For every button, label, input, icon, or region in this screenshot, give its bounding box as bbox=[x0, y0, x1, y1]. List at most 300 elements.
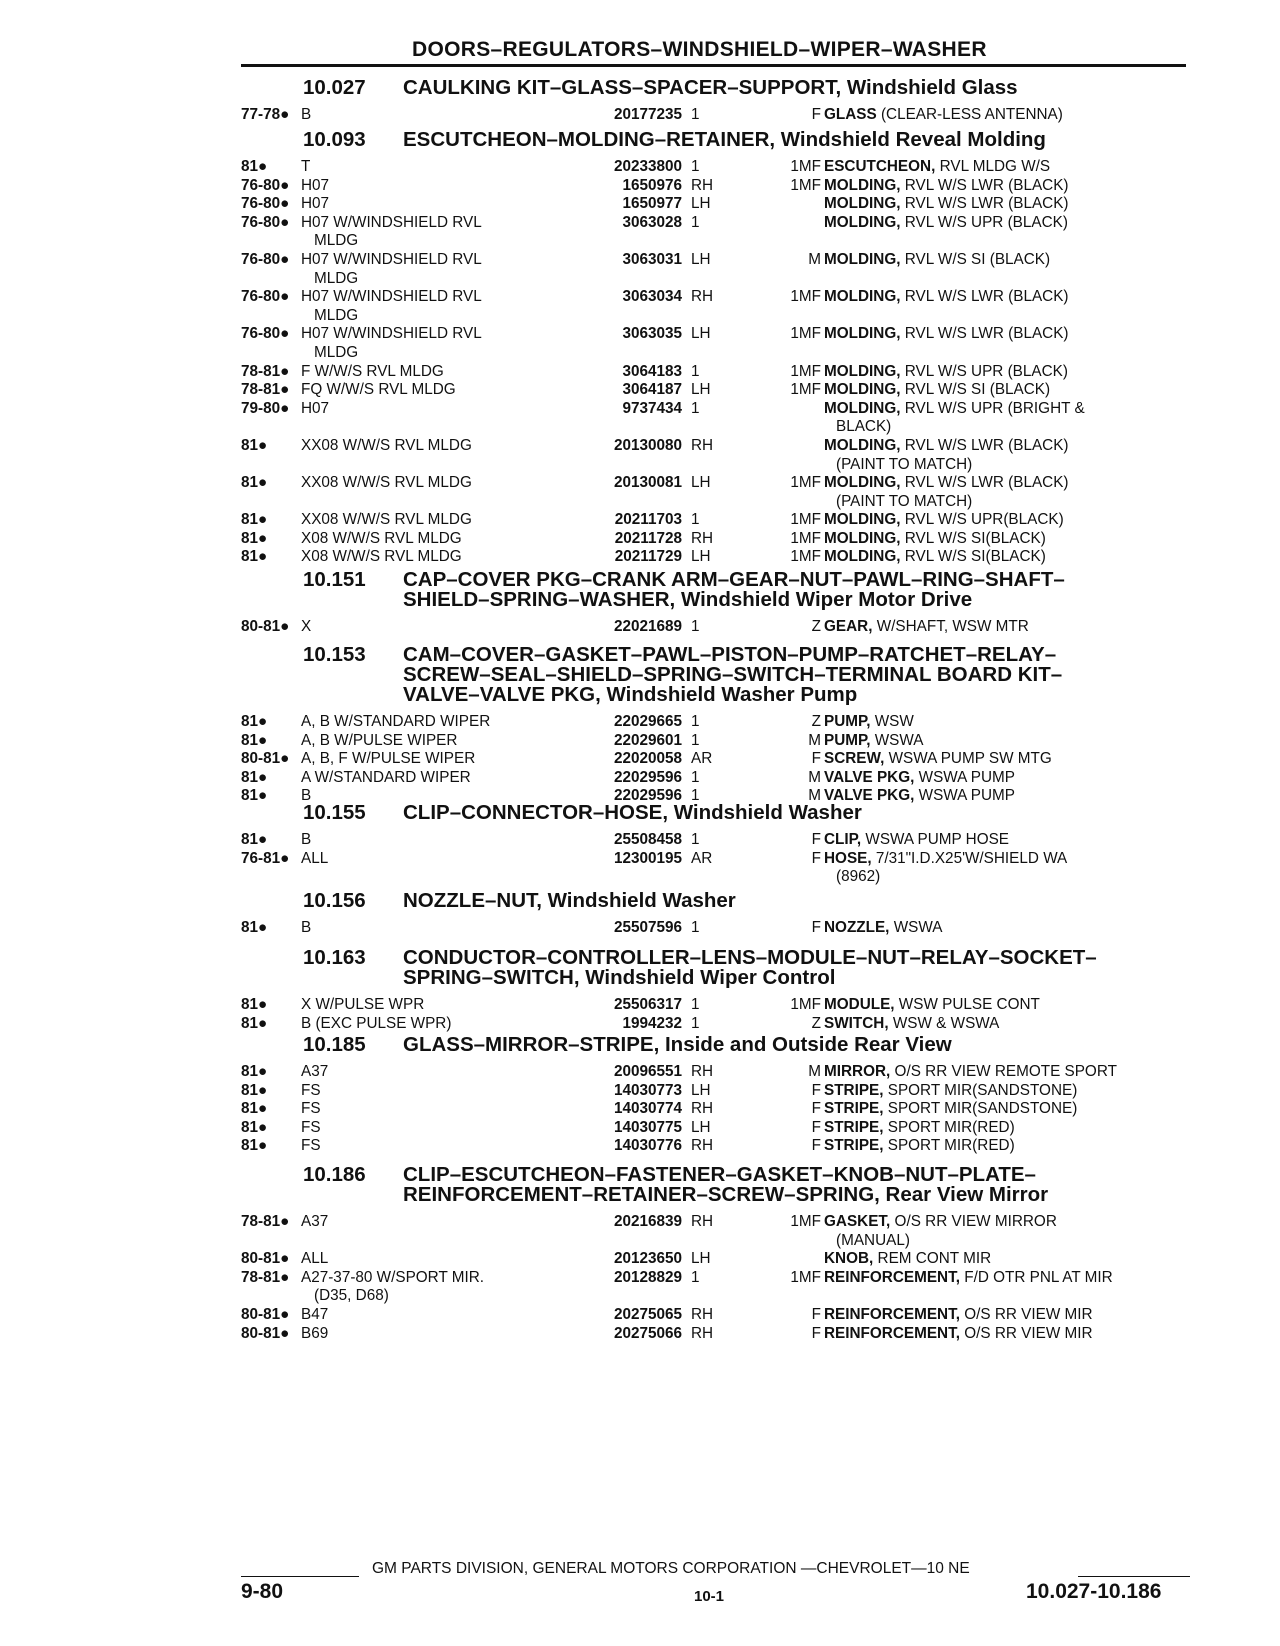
part-row bbox=[241, 548, 1191, 567]
part-row bbox=[241, 1325, 1191, 1344]
part-row bbox=[241, 325, 1191, 362]
quantity: LH bbox=[691, 548, 711, 566]
model-text: B bbox=[301, 919, 312, 936]
quantity: 1 bbox=[691, 768, 700, 786]
catalog-code: 1MF bbox=[790, 474, 821, 492]
model-year: 76-81● bbox=[241, 849, 290, 867]
part-row bbox=[241, 363, 1191, 382]
model-year: 76-80● bbox=[241, 250, 290, 268]
quantity: RH bbox=[691, 529, 714, 547]
quantity: 1 bbox=[691, 713, 700, 730]
part-name: MOLDING, bbox=[824, 548, 901, 566]
part-name: CLIP, bbox=[824, 831, 862, 848]
part-name: REINFORCEMENT, bbox=[824, 1324, 960, 1342]
parts-section bbox=[241, 1035, 1191, 1156]
part-detail-line2: (PAINT TO MATCH) bbox=[836, 455, 973, 473]
model-year: 78-81● bbox=[241, 381, 290, 399]
part-detail: O/S RR VIEW MIRROR bbox=[894, 1213, 1057, 1230]
part-name: MOLDING, bbox=[824, 436, 901, 454]
part-detail: RVL W/S LWR (BLACK) bbox=[904, 195, 1069, 213]
model-applicability bbox=[301, 732, 811, 751]
part-detail: RVL MLDG W/S bbox=[939, 158, 1051, 175]
quantity: 1 bbox=[691, 399, 700, 417]
part-number: 25506317 bbox=[613, 996, 682, 1013]
catalog-code: F bbox=[811, 750, 821, 768]
part-description bbox=[824, 732, 1196, 751]
section-title: CONDUCTOR–CONTROLLER–LENS–MODULE–NUT–RELAY–SOCKET– SPRING–SWITCH, Windshield Wiper Control bbox=[403, 946, 1097, 989]
part-row bbox=[241, 474, 1191, 511]
part-number: 20123650 bbox=[613, 1250, 682, 1268]
part-description bbox=[824, 1137, 1196, 1156]
part-row bbox=[241, 1063, 1191, 1082]
model-year: 81● bbox=[241, 548, 268, 566]
part-name: PUMP, bbox=[824, 713, 871, 730]
part-number: 12300195 bbox=[613, 849, 682, 867]
parts-section bbox=[241, 78, 1191, 125]
quantity: RH bbox=[691, 1063, 714, 1080]
model-text: A, B W/PULSE WIPER bbox=[301, 731, 458, 749]
part-number: 22029665 bbox=[613, 713, 682, 730]
section-number: 10.186 bbox=[303, 1163, 366, 1186]
section-number: 10.153 bbox=[303, 643, 366, 666]
part-name: STRIPE, bbox=[824, 1137, 884, 1155]
part-row bbox=[241, 177, 1191, 196]
model-applicability bbox=[301, 325, 811, 362]
model-text: X08 W/W/S RVL MLDG bbox=[301, 529, 462, 547]
part-number: 22029596 bbox=[613, 768, 682, 786]
model-text-line2: MLDG bbox=[314, 343, 359, 361]
model-year: 81● bbox=[241, 158, 268, 175]
part-detail-line2: (8962) bbox=[836, 868, 881, 886]
section-number: 10.093 bbox=[303, 128, 366, 151]
part-name: MOLDING, bbox=[824, 288, 901, 306]
section-title: CLIP–CONNECTOR–HOSE, Windshield Washer bbox=[403, 801, 862, 824]
quantity: 1 bbox=[691, 831, 700, 848]
quantity: AR bbox=[691, 750, 713, 768]
part-description bbox=[824, 1015, 1196, 1034]
quantity: 1 bbox=[691, 1014, 700, 1032]
quantity: LH bbox=[691, 325, 711, 343]
part-description bbox=[824, 1269, 1196, 1288]
part-detail: RVL W/S LWR (BLACK) bbox=[904, 176, 1069, 194]
part-name: MODULE, bbox=[824, 996, 895, 1013]
part-row bbox=[241, 1306, 1191, 1325]
model-applicability bbox=[301, 381, 811, 400]
part-description bbox=[824, 1119, 1196, 1138]
model-applicability bbox=[301, 769, 811, 788]
model-text: ALL bbox=[301, 1250, 329, 1268]
model-text: X08 W/W/S RVL MLDG bbox=[301, 548, 462, 566]
model-text: H07 bbox=[301, 176, 330, 194]
part-detail: RVL W/S LWR (BLACK) bbox=[904, 325, 1069, 343]
model-text: B bbox=[301, 787, 312, 805]
part-name: MOLDING, bbox=[824, 511, 901, 529]
model-applicability bbox=[301, 919, 811, 938]
section-title: CLIP–ESCUTCHEON–FASTENER–GASKET–KNOB–NUT–PLATE– REINFORCEMENT–RETAINER–SCREW–SPRING, Rear View Mirror bbox=[403, 1163, 1049, 1206]
model-year: 81● bbox=[241, 768, 268, 786]
model-text: T bbox=[301, 158, 311, 175]
section-title: GLASS–MIRROR–STRIPE, Inside and Outside Rear View bbox=[403, 1033, 952, 1056]
section-title: NOZZLE–NUT, Windshield Washer bbox=[403, 889, 736, 912]
model-applicability bbox=[301, 363, 811, 382]
catalog-code: M bbox=[808, 1063, 821, 1080]
part-description bbox=[824, 769, 1196, 788]
part-row bbox=[241, 618, 1191, 637]
part-description bbox=[824, 1100, 1196, 1119]
part-detail: WSW & WSWA bbox=[892, 1014, 1000, 1032]
model-year: 81● bbox=[241, 831, 268, 848]
part-detail: RVL W/S UPR (BLACK) bbox=[904, 213, 1068, 231]
section-heading bbox=[241, 645, 1191, 705]
part-description bbox=[824, 288, 1196, 307]
model-text: H07 W/WINDSHIELD RVL bbox=[301, 288, 482, 306]
model-text: A, B, F W/PULSE WIPER bbox=[301, 750, 476, 768]
quantity: 1 bbox=[691, 787, 700, 805]
model-applicability bbox=[301, 1250, 811, 1269]
part-description bbox=[824, 400, 1196, 437]
part-row bbox=[241, 214, 1191, 251]
part-name: VALVE PKG, bbox=[824, 768, 915, 786]
part-number: 3064183 bbox=[622, 362, 682, 380]
model-applicability bbox=[301, 1082, 811, 1101]
page-title: DOORS–REGULATORS–WINDSHIELD–WIPER–WASHER bbox=[412, 38, 987, 61]
model-applicability bbox=[301, 996, 811, 1015]
catalog-code: M bbox=[808, 250, 821, 268]
part-name: MOLDING, bbox=[824, 213, 901, 231]
part-number: 3063028 bbox=[622, 213, 682, 231]
section-title: CAULKING KIT–GLASS–SPACER–SUPPORT, Windshield Glass bbox=[403, 76, 1018, 99]
catalog-code: 1MF bbox=[790, 158, 821, 175]
model-text: FS bbox=[301, 1137, 321, 1155]
model-year: 76-80● bbox=[241, 195, 290, 213]
part-description bbox=[824, 1063, 1196, 1082]
part-description bbox=[824, 850, 1196, 887]
model-year: 80-81● bbox=[241, 1305, 290, 1323]
part-number: 14030773 bbox=[613, 1081, 682, 1099]
quantity: RH bbox=[691, 288, 714, 306]
model-year: 81● bbox=[241, 1100, 268, 1118]
part-name: MOLDING, bbox=[824, 250, 901, 268]
model-text: XX08 W/W/S RVL MLDG bbox=[301, 511, 472, 529]
part-detail: WSWA PUMP HOSE bbox=[865, 831, 1010, 848]
model-year: 81● bbox=[241, 474, 268, 492]
quantity: 1 bbox=[691, 158, 700, 175]
parts-section bbox=[241, 948, 1191, 1033]
part-row bbox=[241, 831, 1191, 850]
part-row bbox=[241, 381, 1191, 400]
quantity: RH bbox=[691, 1305, 714, 1323]
parts-section bbox=[241, 891, 1191, 938]
part-name: REINFORCEMENT, bbox=[824, 1305, 960, 1323]
parts-section bbox=[241, 130, 1191, 567]
part-name: NOZZLE, bbox=[824, 919, 890, 936]
part-detail: WSWA PUMP bbox=[918, 787, 1015, 805]
section-heading bbox=[241, 803, 1191, 823]
section-number: 10.151 bbox=[303, 568, 366, 591]
part-number: 14030775 bbox=[613, 1118, 682, 1136]
part-row bbox=[241, 1250, 1191, 1269]
footer-rule-right bbox=[1078, 1576, 1190, 1577]
catalog-code: 1MF bbox=[790, 176, 821, 194]
catalog-code: M bbox=[808, 731, 821, 749]
part-name: MOLDING, bbox=[824, 362, 901, 380]
part-detail-line2: (MANUAL) bbox=[836, 1231, 910, 1249]
part-number: 14030774 bbox=[613, 1100, 682, 1118]
part-detail: REM CONT MIR bbox=[877, 1250, 992, 1268]
catalog-code: F bbox=[811, 1081, 821, 1099]
model-text: B47 bbox=[301, 1305, 329, 1323]
model-year: 81● bbox=[241, 1118, 268, 1136]
catalog-code: 1MF bbox=[790, 362, 821, 380]
part-number: 20128829 bbox=[613, 1268, 682, 1286]
part-name: MOLDING, bbox=[824, 474, 901, 492]
model-text: F W/W/S RVL MLDG bbox=[301, 362, 444, 380]
model-applicability bbox=[301, 288, 811, 325]
part-description bbox=[824, 511, 1196, 530]
part-detail: RVL W/S LWR (BLACK) bbox=[904, 436, 1069, 454]
catalog-code: M bbox=[808, 787, 821, 805]
part-detail: 7/31"I.D.X25'W/SHIELD WA bbox=[875, 849, 1068, 867]
part-description bbox=[824, 158, 1196, 177]
model-text: B (EXC PULSE WPR) bbox=[301, 1014, 452, 1032]
section-heading bbox=[241, 570, 1191, 610]
part-detail: RVL W/S LWR (BLACK) bbox=[904, 288, 1069, 306]
model-applicability bbox=[301, 548, 811, 567]
part-description bbox=[824, 177, 1196, 196]
part-number: 20130081 bbox=[613, 474, 682, 492]
part-row bbox=[241, 530, 1191, 549]
part-name: GASKET, bbox=[824, 1213, 891, 1230]
footer-range: 10.027-10.186 bbox=[1026, 1580, 1162, 1603]
part-name: MIRROR, bbox=[824, 1063, 891, 1080]
catalog-code: M bbox=[808, 768, 821, 786]
quantity: LH bbox=[691, 195, 711, 213]
part-description bbox=[824, 214, 1196, 233]
catalog-code: 1MF bbox=[790, 381, 821, 399]
model-text: B69 bbox=[301, 1324, 329, 1342]
model-year: 81● bbox=[241, 436, 268, 454]
part-detail: WSW bbox=[874, 713, 914, 730]
catalog-code: 1MF bbox=[790, 511, 821, 529]
part-detail: RVL W/S UPR (BLACK) bbox=[904, 362, 1068, 380]
model-applicability bbox=[301, 1269, 811, 1306]
part-description bbox=[824, 251, 1196, 270]
section-title: ESCUTCHEON–MOLDING–RETAINER, Windshield Reveal Molding bbox=[403, 128, 1046, 151]
part-description bbox=[824, 381, 1196, 400]
part-description bbox=[824, 363, 1196, 382]
part-row bbox=[241, 1269, 1191, 1306]
model-text: ALL bbox=[301, 849, 329, 867]
model-year: 76-80● bbox=[241, 325, 290, 343]
part-number: 20275065 bbox=[613, 1305, 682, 1323]
catalog-code: F bbox=[811, 919, 821, 936]
model-text: H07 W/WINDSHIELD RVL bbox=[301, 325, 482, 343]
model-year: 81● bbox=[241, 1081, 268, 1099]
model-applicability bbox=[301, 1100, 811, 1119]
model-year: 76-80● bbox=[241, 288, 290, 306]
part-description bbox=[824, 919, 1196, 938]
model-applicability bbox=[301, 831, 811, 850]
model-applicability bbox=[301, 1015, 811, 1034]
model-text: X W/PULSE WPR bbox=[301, 996, 425, 1013]
part-description bbox=[824, 1306, 1196, 1325]
model-text: A, B W/STANDARD WIPER bbox=[301, 713, 491, 730]
part-detail: F/D OTR PNL AT MIR bbox=[964, 1268, 1113, 1286]
part-name: MOLDING, bbox=[824, 325, 901, 343]
model-text: X bbox=[301, 618, 312, 635]
part-number: 3063031 bbox=[622, 250, 682, 268]
model-text-line2: MLDG bbox=[314, 306, 359, 324]
part-detail: WSWA PUMP bbox=[918, 768, 1015, 786]
model-applicability bbox=[301, 1119, 811, 1138]
part-row bbox=[241, 996, 1191, 1015]
catalog-code: 1MF bbox=[790, 996, 821, 1013]
part-row bbox=[241, 1082, 1191, 1101]
part-detail: SPORT MIR(RED) bbox=[887, 1118, 1015, 1136]
model-applicability bbox=[301, 530, 811, 549]
part-detail: RVL W/S UPR(BLACK) bbox=[904, 511, 1064, 529]
model-applicability bbox=[301, 251, 811, 288]
part-detail: RVL W/S UPR (BRIGHT & bbox=[904, 399, 1085, 417]
footer-date: 9-80 bbox=[241, 1580, 284, 1603]
quantity: RH bbox=[691, 1100, 714, 1118]
model-year: 81● bbox=[241, 1137, 268, 1155]
parts-section bbox=[241, 803, 1191, 887]
part-detail: RVL W/S SI(BLACK) bbox=[904, 548, 1046, 566]
part-row bbox=[241, 158, 1191, 177]
model-text: B bbox=[301, 106, 312, 123]
footer-publisher: GM PARTS DIVISION, GENERAL MOTORS CORPORATION —CHEVROLET—10 NE bbox=[372, 1560, 970, 1577]
part-detail: SPORT MIR(RED) bbox=[887, 1137, 1015, 1155]
quantity: LH bbox=[691, 250, 711, 268]
model-applicability bbox=[301, 750, 811, 769]
model-year: 81● bbox=[241, 529, 268, 547]
section-heading bbox=[241, 1165, 1191, 1205]
part-number: 20275066 bbox=[613, 1324, 682, 1342]
footer-page-number: 10-1 bbox=[694, 1588, 725, 1605]
section-number: 10.156 bbox=[303, 889, 366, 912]
catalog-code: 1MF bbox=[790, 548, 821, 566]
model-applicability bbox=[301, 400, 811, 419]
model-year: 78-81● bbox=[241, 1213, 290, 1230]
part-name: PUMP, bbox=[824, 731, 871, 749]
part-name: MOLDING, bbox=[824, 529, 901, 547]
part-description bbox=[824, 325, 1196, 344]
part-description bbox=[824, 437, 1196, 474]
part-row bbox=[241, 919, 1191, 938]
model-text-line2: MLDG bbox=[314, 269, 359, 287]
section-number: 10.155 bbox=[303, 801, 366, 824]
part-detail: O/S RR VIEW MIR bbox=[964, 1305, 1093, 1323]
part-name: REINFORCEMENT, bbox=[824, 1268, 960, 1286]
part-number: 9737434 bbox=[622, 399, 682, 417]
part-name: STRIPE, bbox=[824, 1118, 884, 1136]
part-description bbox=[824, 1213, 1196, 1250]
part-number: 3063034 bbox=[622, 288, 682, 306]
model-year: 81● bbox=[241, 1014, 268, 1032]
quantity: LH bbox=[691, 381, 711, 399]
quantity: 1 bbox=[691, 213, 700, 231]
section-number: 10.185 bbox=[303, 1033, 366, 1056]
part-detail: RVL W/S LWR (BLACK) bbox=[904, 474, 1069, 492]
model-year: 76-80● bbox=[241, 213, 290, 231]
section-title: CAM–COVER–GASKET–PAWL–PISTON–PUMP–RATCHET–RELAY– SCREW–SEAL–SHIELD–SPRING–SWITCH–TERMINAL BOARD KIT– VALVE–VALVE PKG, Windshield Washer Pump bbox=[403, 643, 1063, 706]
part-name: KNOB, bbox=[824, 1250, 874, 1268]
part-detail: SPORT MIR(SANDSTONE) bbox=[887, 1100, 1078, 1118]
part-number: 20211729 bbox=[614, 548, 682, 566]
part-detail: RVL W/S SI(BLACK) bbox=[904, 529, 1046, 547]
part-number: 20211703 bbox=[614, 511, 682, 529]
model-year: 80-81● bbox=[241, 750, 290, 768]
model-applicability bbox=[301, 214, 811, 251]
model-text: XX08 W/W/S RVL MLDG bbox=[301, 474, 472, 492]
part-row bbox=[241, 1137, 1191, 1156]
section-heading bbox=[241, 948, 1191, 988]
part-name: SWITCH, bbox=[824, 1014, 889, 1032]
part-name: VALVE PKG, bbox=[824, 787, 915, 805]
model-year: 81● bbox=[241, 713, 268, 730]
part-row bbox=[241, 1119, 1191, 1138]
quantity: LH bbox=[691, 1118, 711, 1136]
model-year: 80-81● bbox=[241, 618, 290, 635]
part-detail: SPORT MIR(SANDSTONE) bbox=[887, 1081, 1078, 1099]
quantity: RH bbox=[691, 176, 714, 194]
part-description bbox=[824, 750, 1196, 769]
model-year: 79-80● bbox=[241, 399, 290, 417]
model-text: B bbox=[301, 831, 312, 848]
model-text: FS bbox=[301, 1118, 321, 1136]
model-year: 81● bbox=[241, 919, 268, 936]
part-description bbox=[824, 618, 1196, 637]
part-description bbox=[824, 195, 1196, 214]
part-description bbox=[824, 474, 1196, 511]
model-applicability bbox=[301, 1325, 811, 1344]
part-detail: O/S RR VIEW REMOTE SPORT bbox=[894, 1063, 1117, 1080]
model-applicability bbox=[301, 437, 811, 456]
quantity: 1 bbox=[691, 362, 700, 380]
model-text: H07 W/WINDSHIELD RVL bbox=[301, 250, 482, 268]
model-applicability bbox=[301, 511, 811, 530]
part-number: 22021689 bbox=[613, 618, 682, 635]
model-text: FQ W/W/S RVL MLDG bbox=[301, 381, 456, 399]
model-applicability bbox=[301, 1137, 811, 1156]
part-description bbox=[824, 1325, 1196, 1344]
model-year: 81● bbox=[241, 996, 268, 1013]
part-name: MOLDING, bbox=[824, 399, 901, 417]
part-row bbox=[241, 1100, 1191, 1119]
part-row bbox=[241, 511, 1191, 530]
model-text-line2: (D35, D68) bbox=[314, 1287, 389, 1305]
catalog-code: 1MF bbox=[790, 1268, 821, 1286]
header-rule bbox=[241, 64, 1186, 67]
part-name: MOLDING, bbox=[824, 195, 901, 213]
model-applicability bbox=[301, 106, 811, 125]
part-description bbox=[824, 1250, 1196, 1269]
section-heading bbox=[241, 78, 1191, 98]
part-name: GLASS bbox=[824, 106, 877, 123]
model-text: FS bbox=[301, 1081, 321, 1099]
catalog-code: F bbox=[811, 1118, 821, 1136]
part-description bbox=[824, 530, 1196, 549]
part-name: STRIPE, bbox=[824, 1081, 884, 1099]
catalog-code: F bbox=[811, 831, 821, 848]
quantity: 1 bbox=[691, 106, 700, 123]
parts-section bbox=[241, 570, 1191, 637]
quantity: 1 bbox=[691, 731, 700, 749]
model-text: A27-37-80 W/SPORT MIR. bbox=[301, 1268, 485, 1286]
quantity: RH bbox=[691, 1213, 714, 1230]
model-text: A W/STANDARD WIPER bbox=[301, 768, 471, 786]
